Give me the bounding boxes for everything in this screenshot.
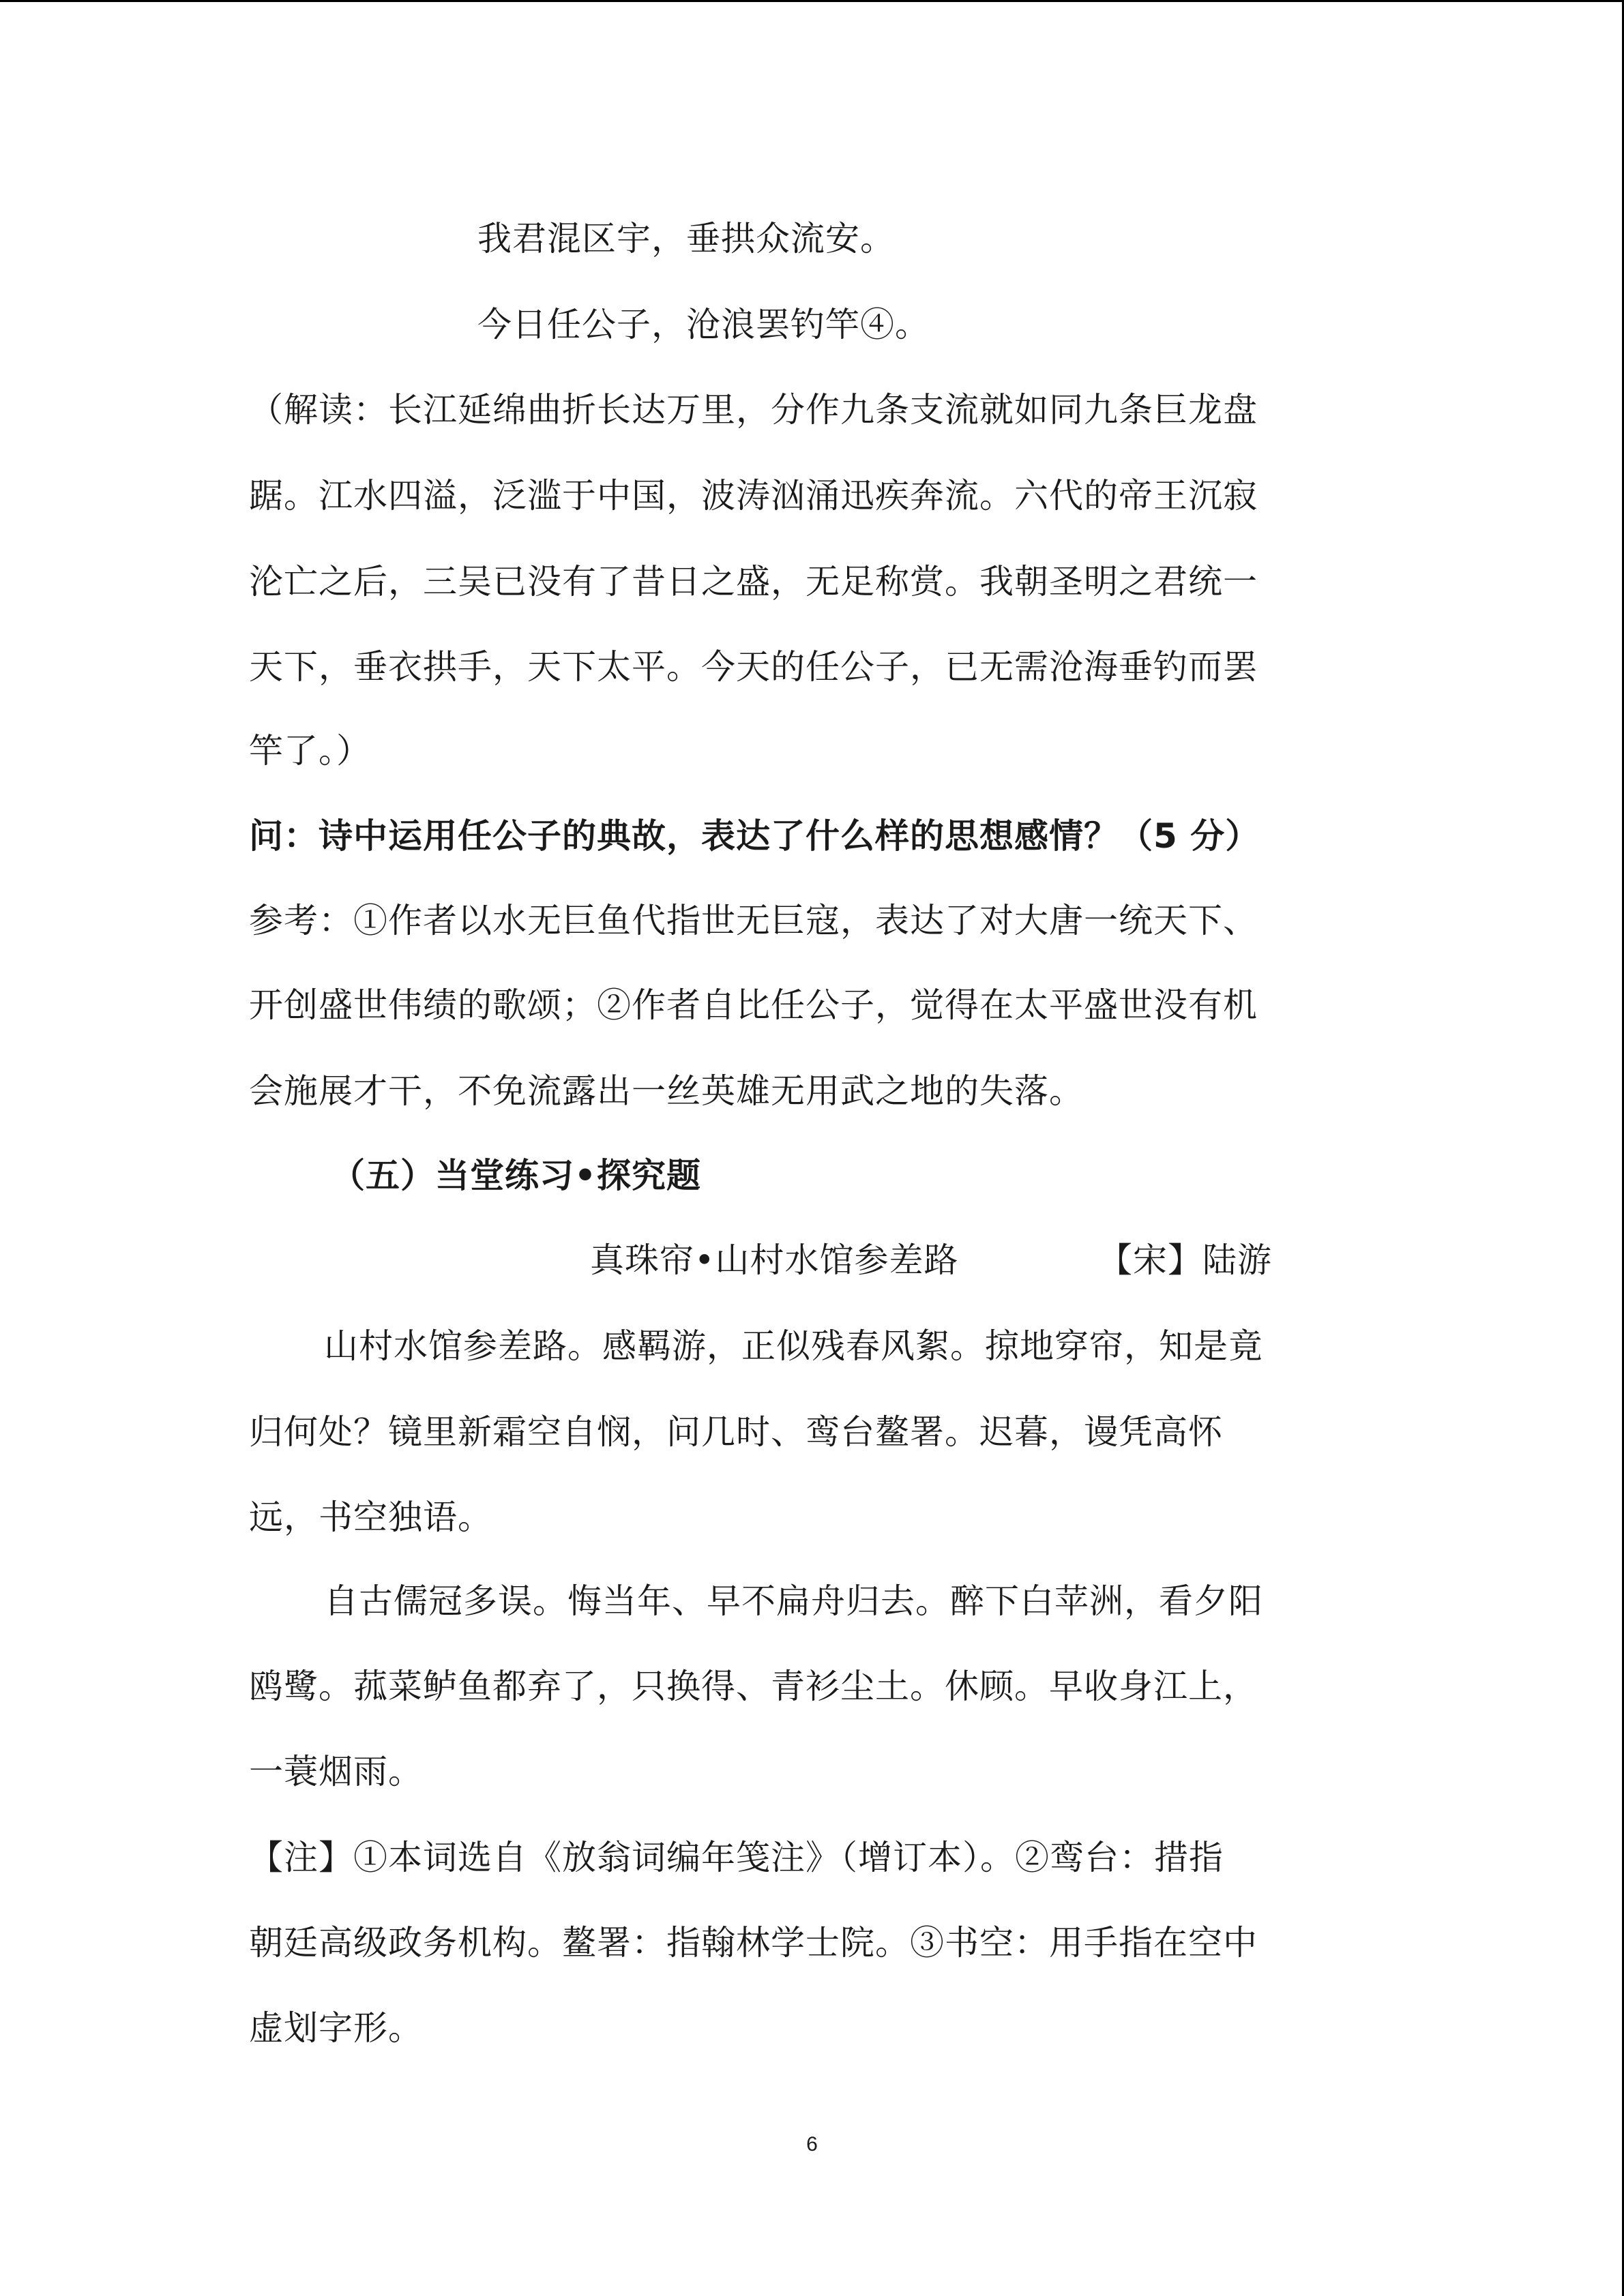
interpretation-line-2: 踞。江水四溢，泛滥于中国，波涛汹涌迅疾奔流。六代的帝王沉寂 [249,476,1258,516]
poem-end-line-1: 我君混区宇，垂拱众流安。 [477,219,895,258]
stanza1-line-2: 归何处？镜里新霜空自悯，问几时、鸾台鳌署。迟暮，谩凭高怀 [249,1412,1223,1452]
stanza1-line-3: 远，书空独语。 [249,1497,492,1537]
stanza2-line-2: 鸥鹭。菰菜鲈鱼都弃了，只换得、青衫尘土。休顾。早收身江上， [249,1667,1258,1706]
poem-end-line-2: 今日任公子，沧浪罢钓竿④。 [477,305,930,344]
answer-line-2: 开创盛世伟绩的歌颂；②作者自比任公子，觉得在太平盛世没有机 [249,985,1258,1025]
notes-line-1: 【注】①本词选自《放翁词编年笺注》（增订本）。②鸾台：措指 [249,1838,1224,1877]
interpretation-line-1: （解读：长江延绵曲折长达万里，分作九条支流就如同九条巨龙盘 [249,390,1258,430]
poem-author: 【宋】陆游 [1098,1240,1272,1280]
notes-line-3: 虚划字形。 [249,2008,423,2048]
answer-line-1: 参考：①作者以水无巨鱼代指世无巨寇，表达了对大唐一统天下、 [249,901,1258,940]
stanza2-line-3: 一蓑烟雨。 [249,1752,423,1791]
stanza2-line-1: 自古儒冠多误。悔当年、早不扁舟归去。醉下白苹洲，看夕阳 [324,1581,1263,1621]
poem-title: 真珠帘•山村水馆参差路 [590,1240,959,1280]
page-number: 6 [806,2133,818,2156]
page-top-border [0,0,1624,2]
answer-line-3: 会施展才干，不免流露出一丝英雄无用武之地的失落。 [249,1071,1084,1111]
interpretation-line-4: 天下，垂衣拱手，天下太平。今天的任公子，已无需沧海垂钓而罢 [249,647,1258,687]
interpretation-line-3: 沦亡之后，三吴已没有了昔日之盛，无足称赏。我朝圣明之君统一 [249,562,1258,601]
notes-line-2: 朝廷高级政务机构。鳌署：指翰林学士院。③书空：用手指在空中 [249,1923,1258,1963]
stanza1-line-1: 山村水馆参差路。感羁游，正似残春风絮。掠地穿帘，知是竟 [324,1326,1263,1366]
interpretation-line-5: 竿了。） [249,731,371,771]
section-heading: （五）当堂练习•探究题 [331,1156,701,1195]
question: 问：诗中运用任公子的典故，表达了什么样的思想感情？（5 分） [249,816,1260,856]
